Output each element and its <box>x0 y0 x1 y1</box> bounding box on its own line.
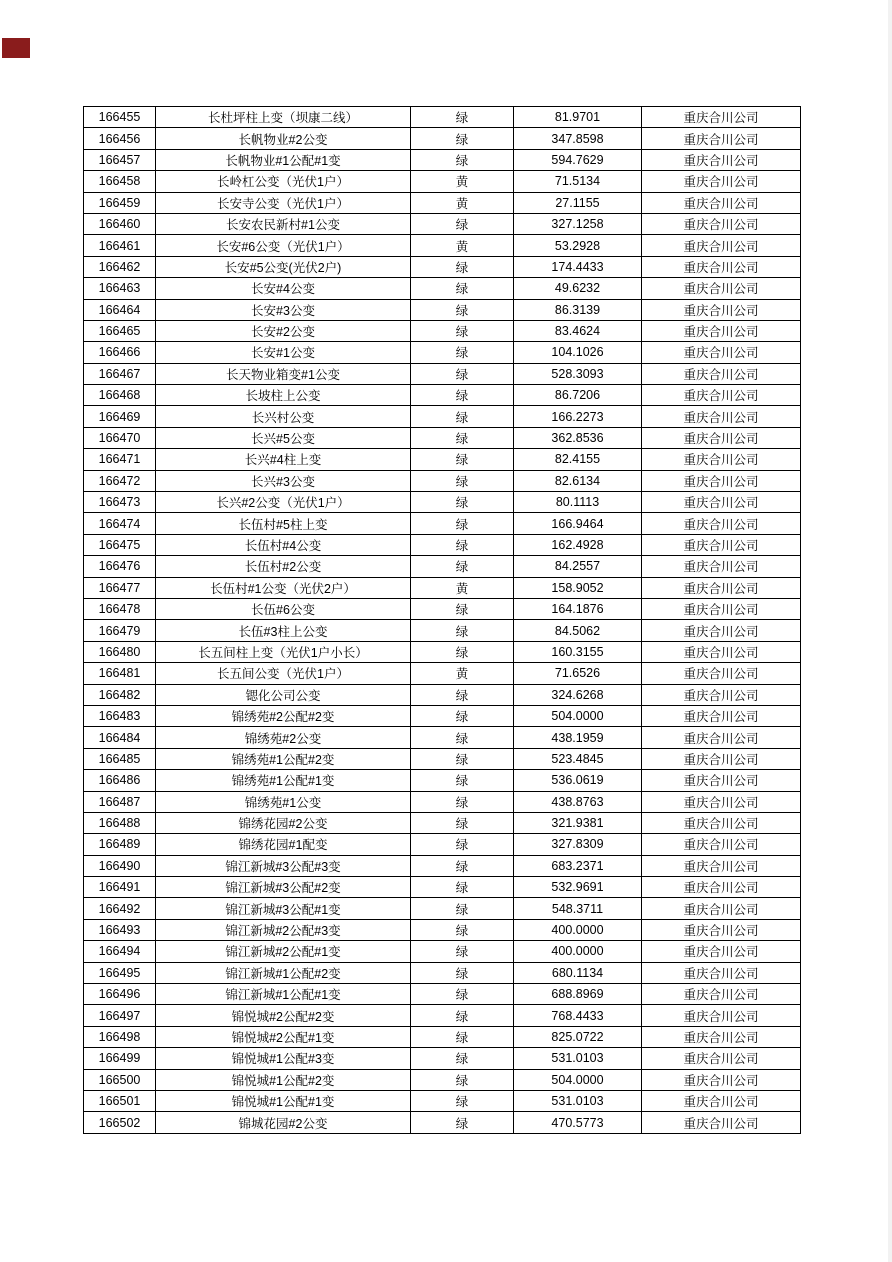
record-id-cell: 166460 <box>84 213 156 234</box>
record-id-cell: 166475 <box>84 534 156 555</box>
company-cell: 重庆合川公司 <box>642 406 801 427</box>
company-cell: 重庆合川公司 <box>642 919 801 940</box>
value-cell: 470.5773 <box>514 1112 642 1133</box>
company-cell: 重庆合川公司 <box>642 427 801 448</box>
company-cell: 重庆合川公司 <box>642 1090 801 1111</box>
data-table <box>83 106 801 1134</box>
value-cell: 594.7629 <box>514 149 642 170</box>
status-cell: 绿 <box>411 513 514 534</box>
value-cell: 362.8536 <box>514 427 642 448</box>
record-id-cell: 166492 <box>84 898 156 919</box>
record-id-cell: 166489 <box>84 834 156 855</box>
record-id-cell: 166485 <box>84 748 156 769</box>
record-id-cell: 166500 <box>84 1069 156 1090</box>
record-id-cell: 166493 <box>84 919 156 940</box>
status-cell: 绿 <box>411 385 514 406</box>
name-cell: 长安#4公变 <box>156 278 411 299</box>
status-cell: 绿 <box>411 342 514 363</box>
status-cell: 绿 <box>411 406 514 427</box>
company-cell: 重庆合川公司 <box>642 684 801 705</box>
value-cell: 680.1134 <box>514 962 642 983</box>
record-id-cell: 166455 <box>84 107 156 128</box>
status-cell: 绿 <box>411 470 514 491</box>
name-cell: 长伍村#5柱上变 <box>156 513 411 534</box>
value-cell: 164.1876 <box>514 598 642 619</box>
status-cell: 绿 <box>411 770 514 791</box>
name-cell: 锦江新城#2公配#1变 <box>156 941 411 962</box>
record-id-cell: 166479 <box>84 620 156 641</box>
status-cell: 绿 <box>411 149 514 170</box>
value-cell: 53.2928 <box>514 235 642 256</box>
company-cell: 重庆合川公司 <box>642 1026 801 1047</box>
value-cell: 321.9381 <box>514 812 642 833</box>
value-cell: 532.9691 <box>514 877 642 898</box>
record-id-cell: 166480 <box>84 641 156 662</box>
status-cell: 绿 <box>411 855 514 876</box>
status-cell: 绿 <box>411 1090 514 1111</box>
status-cell: 绿 <box>411 684 514 705</box>
table-row <box>84 320 801 341</box>
record-id-cell: 166482 <box>84 684 156 705</box>
company-cell: 重庆合川公司 <box>642 984 801 1005</box>
company-cell: 重庆合川公司 <box>642 342 801 363</box>
table-row <box>84 1026 801 1047</box>
company-cell: 重庆合川公司 <box>642 791 801 812</box>
company-cell: 重庆合川公司 <box>642 855 801 876</box>
value-cell: 81.9701 <box>514 107 642 128</box>
company-cell: 重庆合川公司 <box>642 663 801 684</box>
record-id-cell: 166465 <box>84 320 156 341</box>
table-row <box>84 556 801 577</box>
value-cell: 523.4845 <box>514 748 642 769</box>
table-row <box>84 812 801 833</box>
record-id-cell: 166499 <box>84 1048 156 1069</box>
company-cell: 重庆合川公司 <box>642 1048 801 1069</box>
company-cell: 重庆合川公司 <box>642 941 801 962</box>
name-cell: 长伍村#4公变 <box>156 534 411 555</box>
name-cell: 长安#6公变（光伏1户） <box>156 235 411 256</box>
company-cell: 重庆合川公司 <box>642 598 801 619</box>
value-cell: 82.6134 <box>514 470 642 491</box>
company-cell: 重庆合川公司 <box>642 149 801 170</box>
name-cell: 锦绣苑#1公配#1变 <box>156 770 411 791</box>
status-cell: 绿 <box>411 427 514 448</box>
status-cell: 绿 <box>411 1026 514 1047</box>
status-cell: 黄 <box>411 577 514 598</box>
company-cell: 重庆合川公司 <box>642 1069 801 1090</box>
value-cell: 768.4433 <box>514 1005 642 1026</box>
table-row <box>84 470 801 491</box>
record-id-cell: 166463 <box>84 278 156 299</box>
record-id-cell: 166491 <box>84 877 156 898</box>
table-row <box>84 278 801 299</box>
company-cell: 重庆合川公司 <box>642 299 801 320</box>
name-cell: 锦绣花园#2公变 <box>156 812 411 833</box>
name-cell: 长兴村公变 <box>156 406 411 427</box>
value-cell: 504.0000 <box>514 1069 642 1090</box>
table-row <box>84 385 801 406</box>
company-cell: 重庆合川公司 <box>642 534 801 555</box>
record-id-cell: 166467 <box>84 363 156 384</box>
status-cell: 黄 <box>411 235 514 256</box>
status-cell: 绿 <box>411 919 514 940</box>
value-cell: 80.1113 <box>514 492 642 513</box>
company-cell: 重庆合川公司 <box>642 449 801 470</box>
record-id-cell: 166472 <box>84 470 156 491</box>
table-row <box>84 492 801 513</box>
value-cell: 158.9052 <box>514 577 642 598</box>
name-cell: 长岭杠公变（光伏1户） <box>156 171 411 192</box>
company-cell: 重庆合川公司 <box>642 877 801 898</box>
name-cell: 锦悦城#1公配#3变 <box>156 1048 411 1069</box>
table-row <box>84 149 801 170</box>
table-row <box>84 406 801 427</box>
record-id-cell: 166497 <box>84 1005 156 1026</box>
company-cell: 重庆合川公司 <box>642 363 801 384</box>
table-row <box>84 1005 801 1026</box>
table-row <box>84 1112 801 1133</box>
value-cell: 536.0619 <box>514 770 642 791</box>
company-cell: 重庆合川公司 <box>642 256 801 277</box>
table-row <box>84 299 801 320</box>
company-cell: 重庆合川公司 <box>642 727 801 748</box>
company-cell: 重庆合川公司 <box>642 834 801 855</box>
record-id-cell: 166459 <box>84 192 156 213</box>
value-cell: 160.3155 <box>514 641 642 662</box>
status-cell: 绿 <box>411 534 514 555</box>
table-row <box>84 748 801 769</box>
record-id-cell: 166494 <box>84 941 156 962</box>
status-cell: 绿 <box>411 898 514 919</box>
company-cell: 重庆合川公司 <box>642 107 801 128</box>
value-cell: 86.3139 <box>514 299 642 320</box>
name-cell: 锦绣苑#1公变 <box>156 791 411 812</box>
name-cell: 长天物业箱变#1公变 <box>156 363 411 384</box>
record-id-cell: 166477 <box>84 577 156 598</box>
status-cell: 绿 <box>411 320 514 341</box>
table-row <box>84 791 801 812</box>
status-cell: 黄 <box>411 663 514 684</box>
company-cell: 重庆合川公司 <box>642 192 801 213</box>
name-cell: 长兴#3公变 <box>156 470 411 491</box>
value-cell: 86.7206 <box>514 385 642 406</box>
record-id-cell: 166462 <box>84 256 156 277</box>
company-cell: 重庆合川公司 <box>642 641 801 662</box>
table-row <box>84 684 801 705</box>
value-cell: 82.4155 <box>514 449 642 470</box>
value-cell: 84.2557 <box>514 556 642 577</box>
name-cell: 锦江新城#2公配#3变 <box>156 919 411 940</box>
name-cell: 锦绣苑#2公配#2变 <box>156 705 411 726</box>
table-row <box>84 449 801 470</box>
company-cell: 重庆合川公司 <box>642 748 801 769</box>
record-id-cell: 166476 <box>84 556 156 577</box>
name-cell: 锦江新城#1公配#2变 <box>156 962 411 983</box>
table-row <box>84 941 801 962</box>
status-cell: 绿 <box>411 941 514 962</box>
status-cell: 绿 <box>411 705 514 726</box>
value-cell: 83.4624 <box>514 320 642 341</box>
status-cell: 绿 <box>411 748 514 769</box>
table-row <box>84 256 801 277</box>
name-cell: 锦城花园#2公变 <box>156 1112 411 1133</box>
record-id-cell: 166474 <box>84 513 156 534</box>
record-id-cell: 166464 <box>84 299 156 320</box>
name-cell: 长安#1公变 <box>156 342 411 363</box>
value-cell: 104.1026 <box>514 342 642 363</box>
table-row <box>84 834 801 855</box>
table-row <box>84 107 801 128</box>
value-cell: 683.2371 <box>514 855 642 876</box>
record-id-cell: 166501 <box>84 1090 156 1111</box>
record-id-cell: 166488 <box>84 812 156 833</box>
name-cell: 长帆物业#2公变 <box>156 128 411 149</box>
company-cell: 重庆合川公司 <box>642 577 801 598</box>
record-id-cell: 166473 <box>84 492 156 513</box>
value-cell: 71.6526 <box>514 663 642 684</box>
record-id-cell: 166468 <box>84 385 156 406</box>
name-cell: 长五间柱上变（光伏1户小长） <box>156 641 411 662</box>
status-cell: 绿 <box>411 877 514 898</box>
company-cell: 重庆合川公司 <box>642 556 801 577</box>
value-cell: 71.5134 <box>514 171 642 192</box>
company-cell: 重庆合川公司 <box>642 171 801 192</box>
name-cell: 长伍#6公变 <box>156 598 411 619</box>
table-row <box>84 427 801 448</box>
company-cell: 重庆合川公司 <box>642 620 801 641</box>
value-cell: 166.9464 <box>514 513 642 534</box>
record-id-cell: 166466 <box>84 342 156 363</box>
status-cell: 绿 <box>411 641 514 662</box>
table-row <box>84 1048 801 1069</box>
table-row <box>84 1090 801 1111</box>
company-cell: 重庆合川公司 <box>642 812 801 833</box>
value-cell: 688.8969 <box>514 984 642 1005</box>
status-cell: 绿 <box>411 791 514 812</box>
name-cell: 长安#5公变(光伏2户) <box>156 256 411 277</box>
company-cell: 重庆合川公司 <box>642 513 801 534</box>
company-cell: 重庆合川公司 <box>642 962 801 983</box>
status-cell: 绿 <box>411 449 514 470</box>
name-cell: 长兴#4柱上变 <box>156 449 411 470</box>
value-cell: 327.1258 <box>514 213 642 234</box>
name-cell: 锦悦城#1公配#2变 <box>156 1069 411 1090</box>
record-id-cell: 166498 <box>84 1026 156 1047</box>
name-cell: 长伍村#1公变（光伏2户） <box>156 577 411 598</box>
table-row <box>84 620 801 641</box>
table-row <box>84 919 801 940</box>
status-cell: 绿 <box>411 107 514 128</box>
name-cell: 锦绣苑#2公变 <box>156 727 411 748</box>
value-cell: 438.1959 <box>514 727 642 748</box>
name-cell: 长安#2公变 <box>156 320 411 341</box>
value-cell: 27.1155 <box>514 192 642 213</box>
status-cell: 绿 <box>411 1112 514 1133</box>
company-cell: 重庆合川公司 <box>642 770 801 791</box>
value-cell: 49.6232 <box>514 278 642 299</box>
record-id-cell: 166461 <box>84 235 156 256</box>
name-cell: 锦悦城#1公配#1变 <box>156 1090 411 1111</box>
company-cell: 重庆合川公司 <box>642 235 801 256</box>
table-row <box>84 513 801 534</box>
company-cell: 重庆合川公司 <box>642 898 801 919</box>
record-id-cell: 166484 <box>84 727 156 748</box>
table-row <box>84 641 801 662</box>
record-id-cell: 166487 <box>84 791 156 812</box>
record-id-cell: 166458 <box>84 171 156 192</box>
table-row <box>84 770 801 791</box>
record-id-cell: 166483 <box>84 705 156 726</box>
status-cell: 绿 <box>411 278 514 299</box>
value-cell: 400.0000 <box>514 941 642 962</box>
status-cell: 绿 <box>411 812 514 833</box>
record-id-cell: 166481 <box>84 663 156 684</box>
value-cell: 531.0103 <box>514 1048 642 1069</box>
table-row <box>84 171 801 192</box>
table-row <box>84 363 801 384</box>
value-cell: 347.8598 <box>514 128 642 149</box>
value-cell: 400.0000 <box>514 919 642 940</box>
table-row <box>84 1069 801 1090</box>
name-cell: 锦悦城#2公配#1变 <box>156 1026 411 1047</box>
value-cell: 438.8763 <box>514 791 642 812</box>
name-cell: 长帆物业#1公配#1变 <box>156 149 411 170</box>
value-cell: 825.0722 <box>514 1026 642 1047</box>
status-cell: 绿 <box>411 128 514 149</box>
record-id-cell: 166469 <box>84 406 156 427</box>
table-row <box>84 962 801 983</box>
name-cell: 锦江新城#3公配#1变 <box>156 898 411 919</box>
status-cell: 绿 <box>411 962 514 983</box>
record-id-cell: 166456 <box>84 128 156 149</box>
name-cell: 长杜坪柱上变（坝康二线） <box>156 107 411 128</box>
status-cell: 绿 <box>411 213 514 234</box>
status-cell: 绿 <box>411 984 514 1005</box>
status-cell: 绿 <box>411 299 514 320</box>
company-cell: 重庆合川公司 <box>642 470 801 491</box>
record-id-cell: 166490 <box>84 855 156 876</box>
record-id-cell: 166496 <box>84 984 156 1005</box>
status-cell: 绿 <box>411 256 514 277</box>
company-cell: 重庆合川公司 <box>642 705 801 726</box>
name-cell: 锦江新城#1公配#1变 <box>156 984 411 1005</box>
table-body <box>84 107 801 1134</box>
record-id-cell: 166495 <box>84 962 156 983</box>
table-row <box>84 128 801 149</box>
value-cell: 162.4928 <box>514 534 642 555</box>
record-id-cell: 166478 <box>84 598 156 619</box>
value-cell: 548.3711 <box>514 898 642 919</box>
status-cell: 绿 <box>411 1005 514 1026</box>
table-row <box>84 855 801 876</box>
value-cell: 531.0103 <box>514 1090 642 1111</box>
table-row <box>84 663 801 684</box>
record-id-cell: 166457 <box>84 149 156 170</box>
table-row <box>84 534 801 555</box>
company-cell: 重庆合川公司 <box>642 213 801 234</box>
table-row <box>84 192 801 213</box>
name-cell: 锶化公司公变 <box>156 684 411 705</box>
name-cell: 锦江新城#3公配#2变 <box>156 877 411 898</box>
name-cell: 长安寺公变（光伏1户） <box>156 192 411 213</box>
name-cell: 锦绣苑#1公配#2变 <box>156 748 411 769</box>
name-cell: 锦悦城#2公配#2变 <box>156 1005 411 1026</box>
status-cell: 绿 <box>411 363 514 384</box>
value-cell: 174.4433 <box>514 256 642 277</box>
company-cell: 重庆合川公司 <box>642 278 801 299</box>
name-cell: 长五间公变（光伏1户） <box>156 663 411 684</box>
table-row <box>84 705 801 726</box>
status-cell: 绿 <box>411 492 514 513</box>
company-cell: 重庆合川公司 <box>642 320 801 341</box>
record-id-cell: 166502 <box>84 1112 156 1133</box>
status-cell: 绿 <box>411 598 514 619</box>
red-marker <box>2 38 30 58</box>
name-cell: 长安#3公变 <box>156 299 411 320</box>
name-cell: 长坡柱上公变 <box>156 385 411 406</box>
value-cell: 504.0000 <box>514 705 642 726</box>
company-cell: 重庆合川公司 <box>642 1005 801 1026</box>
status-cell: 绿 <box>411 834 514 855</box>
name-cell: 长伍村#2公变 <box>156 556 411 577</box>
name-cell: 长兴#5公变 <box>156 427 411 448</box>
table-row <box>84 235 801 256</box>
table-row <box>84 898 801 919</box>
status-cell: 绿 <box>411 556 514 577</box>
company-cell: 重庆合川公司 <box>642 1112 801 1133</box>
company-cell: 重庆合川公司 <box>642 128 801 149</box>
name-cell: 长伍#3柱上公变 <box>156 620 411 641</box>
table-row <box>84 984 801 1005</box>
status-cell: 绿 <box>411 1069 514 1090</box>
table-row <box>84 342 801 363</box>
record-id-cell: 166470 <box>84 427 156 448</box>
status-cell: 黄 <box>411 171 514 192</box>
value-cell: 327.8309 <box>514 834 642 855</box>
table-row <box>84 598 801 619</box>
value-cell: 528.3093 <box>514 363 642 384</box>
value-cell: 324.6268 <box>514 684 642 705</box>
status-cell: 绿 <box>411 727 514 748</box>
table-row <box>84 577 801 598</box>
company-cell: 重庆合川公司 <box>642 492 801 513</box>
company-cell: 重庆合川公司 <box>642 385 801 406</box>
name-cell: 锦江新城#3公配#3变 <box>156 855 411 876</box>
status-cell: 绿 <box>411 1048 514 1069</box>
status-cell: 绿 <box>411 620 514 641</box>
name-cell: 锦绣花园#1配变 <box>156 834 411 855</box>
status-cell: 黄 <box>411 192 514 213</box>
value-cell: 84.5062 <box>514 620 642 641</box>
record-id-cell: 166486 <box>84 770 156 791</box>
value-cell: 166.2273 <box>514 406 642 427</box>
name-cell: 长安农民新村#1公变 <box>156 213 411 234</box>
table-row <box>84 877 801 898</box>
table-row <box>84 213 801 234</box>
record-id-cell: 166471 <box>84 449 156 470</box>
name-cell: 长兴#2公变（光伏1户） <box>156 492 411 513</box>
table-row <box>84 727 801 748</box>
